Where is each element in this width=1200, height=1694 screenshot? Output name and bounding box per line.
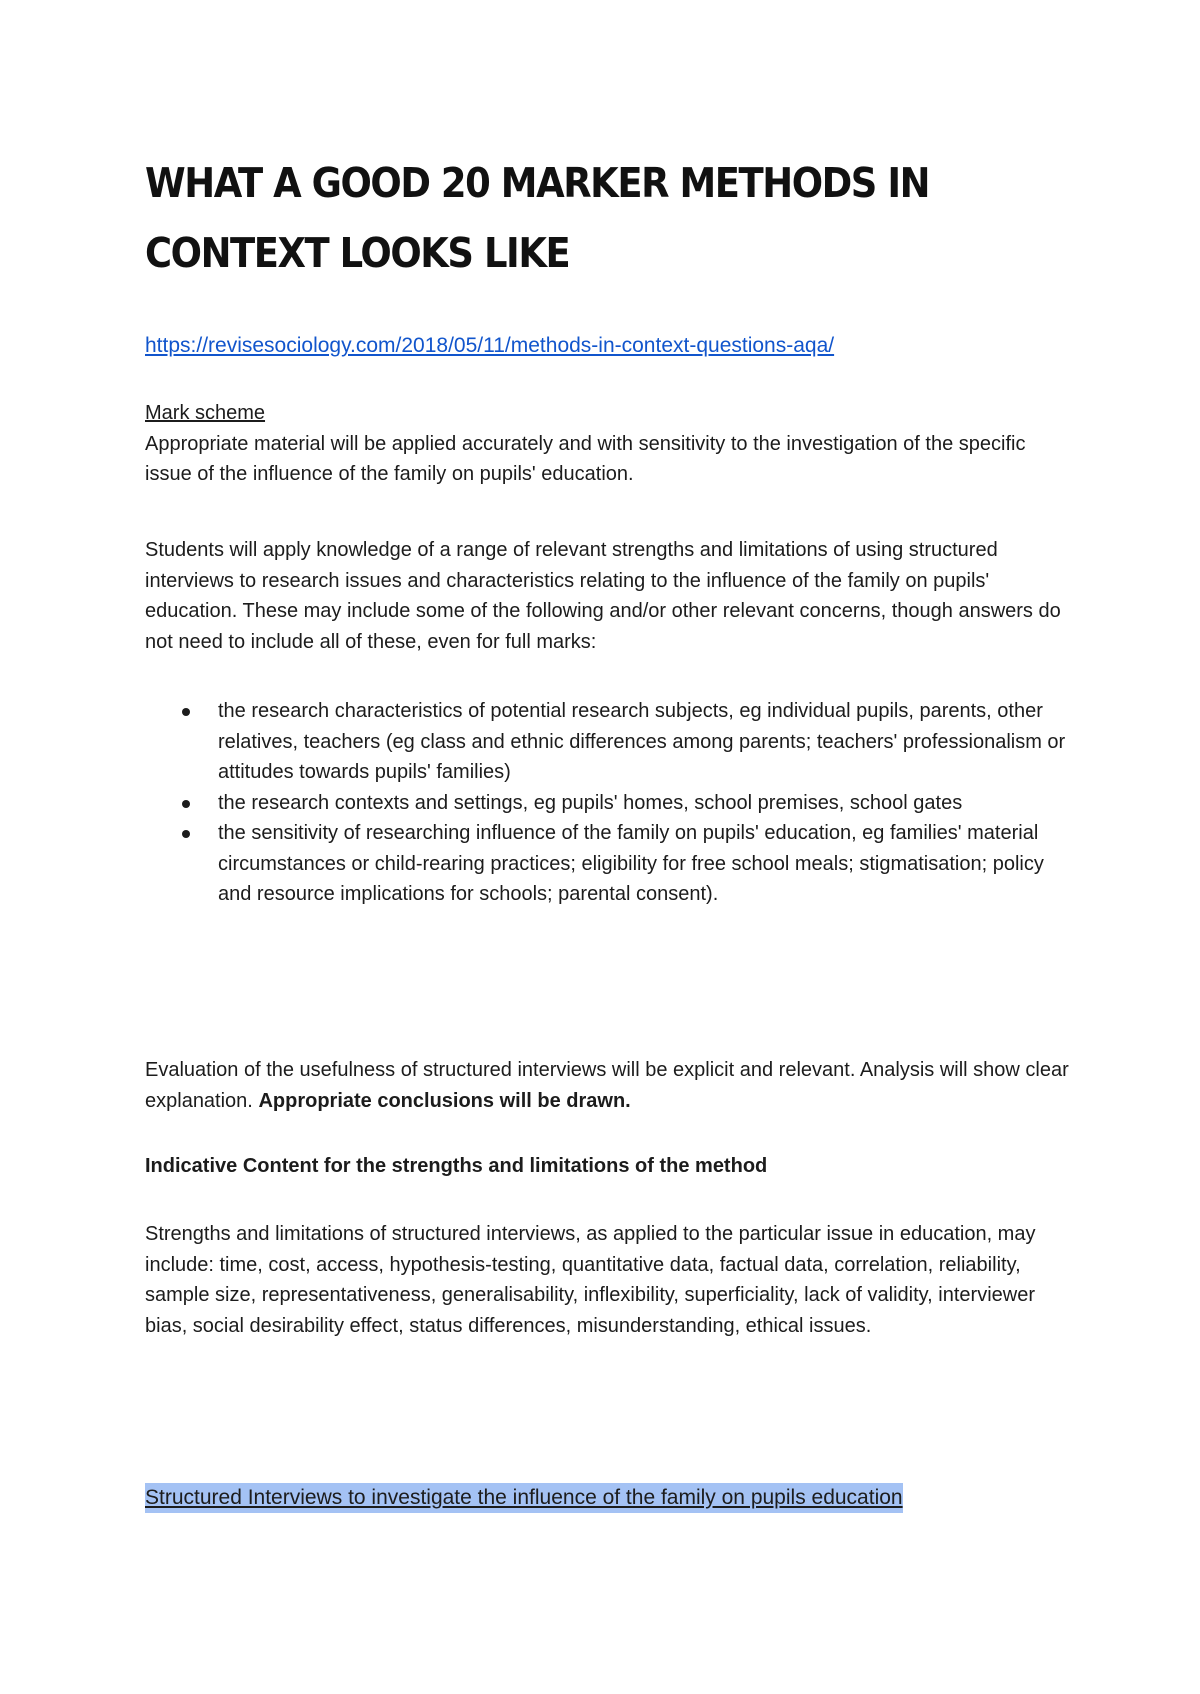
mark-scheme-text: Appropriate material will be applied accurately and with sensitivity to the investigation of the specific issue of the influence of the family on pupils' education.: [145, 432, 1026, 485]
list-item-text: the research contexts and settings, eg pupils' homes, school premises, school gates: [218, 791, 963, 814]
list-item: [145, 818, 1075, 910]
page-title: WHAT A GOOD 20 MARKER METHODS IN CONTEXT LOOKS LIKE: [145, 159, 930, 277]
list-item-text: the research characteristics of potential research subjects, eg individual pupils, parents, other relatives, teachers (eg class and ethnic differences among parents; teachers' professionalism or attitudes towards pupils' families): [218, 700, 1066, 783]
bullet-icon: [182, 830, 190, 838]
indicative-content-heading: Indicative Content for the strengths and limitations of the method: [145, 1155, 768, 1177]
mark-scheme-label: Mark scheme: [145, 402, 266, 424]
list-item: [145, 696, 1075, 788]
evaluation-paragraph: [145, 1055, 1075, 1116]
list-item-text: the sensitivity of researching influence of the family on pupils' education, eg families' material circumstances or child-rearing practices; eligibility for free school meals; stigmatisation; policy and resource implications for schools; parental consent).: [218, 822, 1044, 905]
evaluation-text: Evaluation of the usefulness of structured interviews will be explicit and relevant. Analysis will show clear explanation.: [145, 1059, 1069, 1112]
students-paragraph: Students will apply knowledge of a range of relevant strengths and limitations of using structured interviews to research issues and characteristics relating to the influence of the family on pupils' education. These may include some of the following and/or other relevant concerns, though answers do not need to include all of these, even for full marks:: [145, 539, 1061, 653]
bullet-icon: [182, 800, 190, 808]
list-item: [145, 788, 1075, 819]
criteria-list: [145, 696, 1075, 910]
strengths-paragraph: Strengths and limitations of structured interviews, as applied to the particular issue in education, may include: time, cost, access, hypothesis-testing, quantitative data, factual data, correlation, reliability, sample size, representativeness, generalisability, inflexibility, superficiality, lack of validity, interviewer bias, social desirability effect, status differences, misunderstanding, ethical issues.: [145, 1223, 1036, 1337]
evaluation-bold-text: Appropriate conclusions will be drawn.: [258, 1089, 631, 1112]
source-url-link[interactable]: https://revisesociology.com/2018/05/11/methods-in-context-questions-aqa/: [145, 334, 835, 357]
bullet-icon: [182, 708, 190, 716]
structured-interviews-link[interactable]: Structured Interviews to investigate the influence of the family on pupils education: [145, 1483, 903, 1513]
mark-scheme-section: [145, 398, 1075, 490]
